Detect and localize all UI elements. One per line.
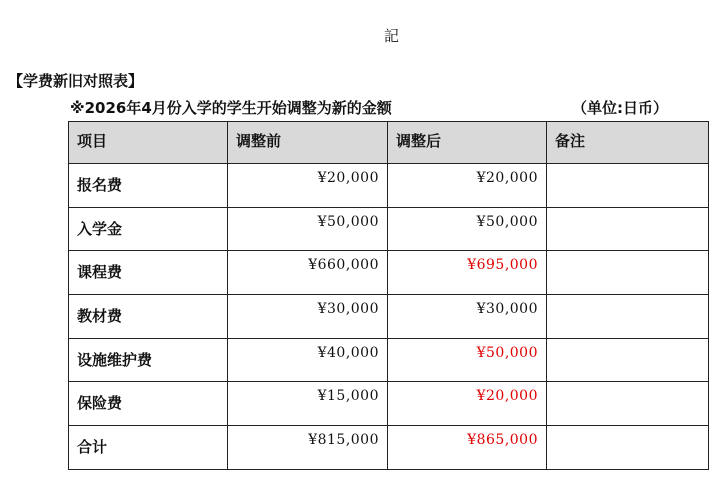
before-amount-cell: ¥660,000 [228,251,388,295]
header-remark: 备注 [547,122,709,164]
total-row [69,426,709,470]
item-cell: 设施维护费 [69,338,228,382]
remark-cell [547,338,709,382]
remark-cell [547,207,709,251]
after-amount-cell: ¥50,000 [388,207,547,251]
after-amount-cell: ¥30,000 [388,295,547,339]
item-cell: 报名费 [69,164,228,208]
total-remark-cell [547,426,709,470]
total-before-cell: ¥815,000 [228,426,388,470]
total-label-cell: 合计 [69,426,228,470]
header-item: 项目 [69,122,228,164]
remark-cell [547,382,709,426]
before-amount-cell: ¥50,000 [228,207,388,251]
note-text: ※2026年4月份入学的学生开始调整为新的金额 [70,99,392,117]
header-before: 调整前 [228,122,388,164]
item-cell: 保险费 [69,382,228,426]
header-after: 调整后 [388,122,547,164]
table-row [69,207,709,251]
total-after-cell: ¥865,000 [388,426,547,470]
before-amount-cell: ¥40,000 [228,338,388,382]
table-row [69,338,709,382]
remark-cell [547,295,709,339]
after-amount-cell: ¥20,000 [388,382,547,426]
table-header-row [69,122,709,164]
remark-cell [547,251,709,295]
before-amount-cell: ¥15,000 [228,382,388,426]
after-amount-cell: ¥50,000 [388,338,547,382]
table-row [69,164,709,208]
document-heading: 記 [384,27,400,45]
after-amount-cell: ¥695,000 [388,251,547,295]
item-cell: 入学金 [69,207,228,251]
before-amount-cell: ¥30,000 [228,295,388,339]
table-row [69,382,709,426]
item-cell: 课程费 [69,251,228,295]
after-amount-cell: ¥20,000 [388,164,547,208]
before-amount-cell: ¥20,000 [228,164,388,208]
fee-comparison-table [68,121,709,470]
section-title: 【学费新旧对照表】 [8,72,144,90]
table-row [69,295,709,339]
table-row [69,251,709,295]
unit-label: （单位:日币） [572,99,668,117]
remark-cell [547,164,709,208]
item-cell: 教材费 [69,295,228,339]
